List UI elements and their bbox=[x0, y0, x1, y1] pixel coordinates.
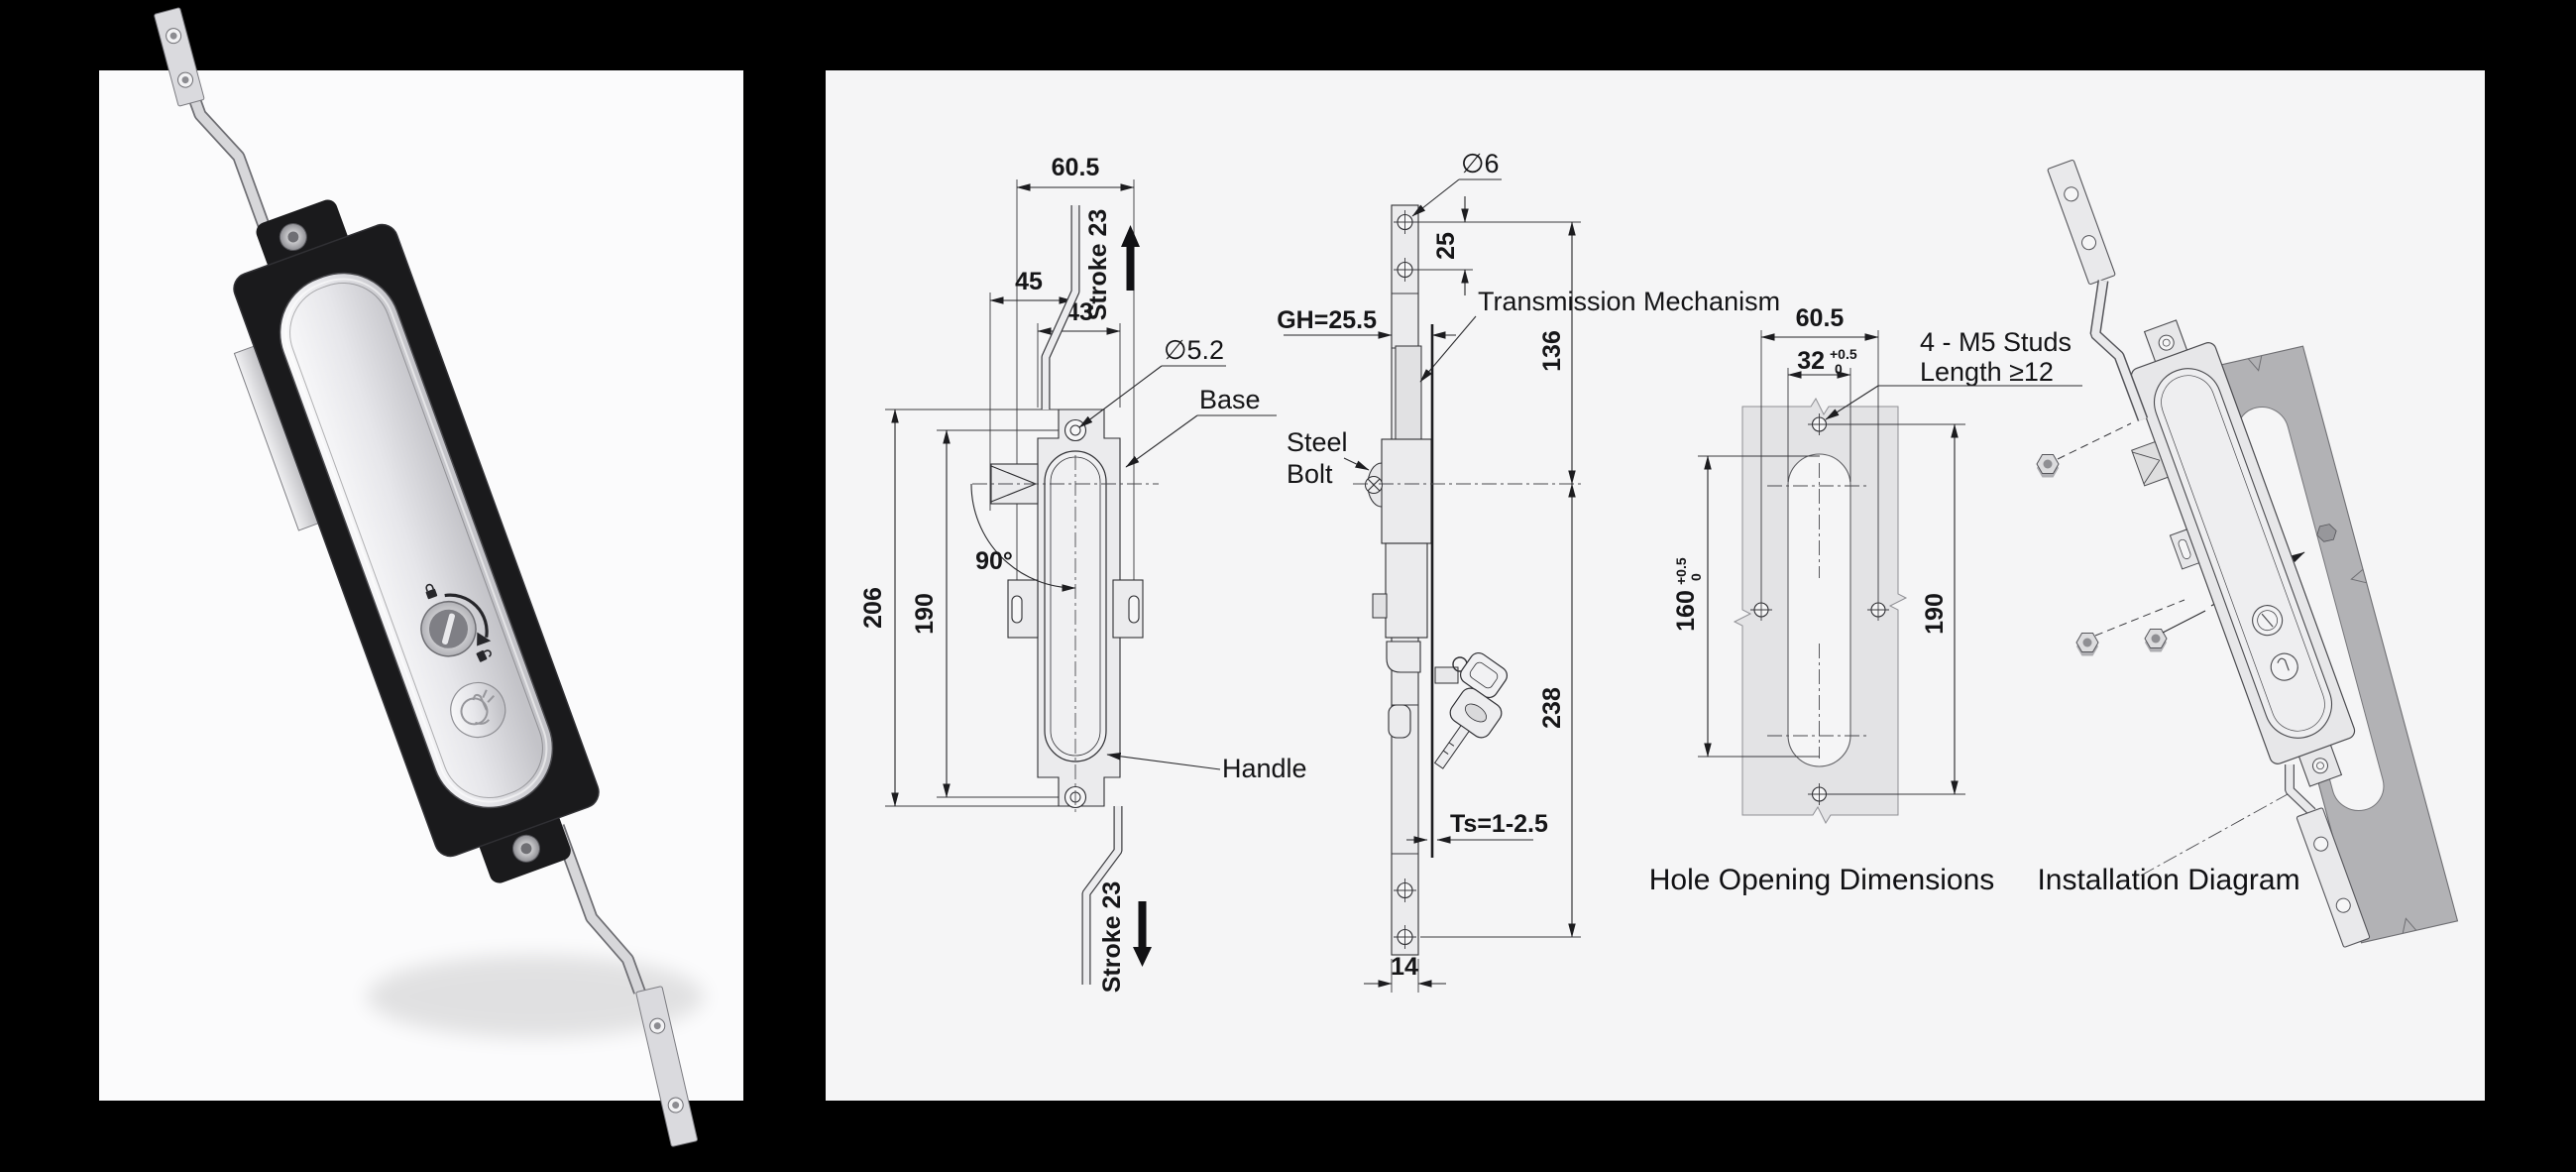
front-stroke-up-label: Stroke 23 bbox=[1084, 208, 1112, 321]
side-dim-ts: Ts=1-2.5 bbox=[1450, 810, 1548, 838]
front-dim-206: 206 bbox=[859, 587, 887, 629]
hole-dim-160-tol-plus: +0.5 bbox=[1673, 557, 1689, 585]
hole-opening-view bbox=[1649, 304, 2082, 896]
front-top-hole bbox=[1065, 420, 1086, 441]
install-caption: Installation Diagram bbox=[2037, 864, 2300, 896]
front-dim-43: 43 bbox=[1065, 298, 1093, 326]
hole-dim-190: 190 bbox=[1921, 593, 1949, 635]
hole-dim-160-group bbox=[1672, 557, 1704, 632]
hole-dim-160: 160 bbox=[1672, 590, 1700, 632]
hole-dim-32: 32 bbox=[1797, 347, 1825, 375]
front-top-rod bbox=[1046, 205, 1075, 410]
front-dim-45: 45 bbox=[1015, 268, 1043, 295]
hole-caption: Hole Opening Dimensions bbox=[1648, 864, 1995, 896]
stroke-up-arrow-icon bbox=[1121, 225, 1140, 291]
front-dim-190: 190 bbox=[911, 593, 939, 635]
side-steel-label-1: Steel bbox=[1287, 427, 1348, 457]
front-base-label: Base bbox=[1199, 385, 1261, 414]
side-steel-label-2: Bolt bbox=[1287, 459, 1333, 489]
front-dim-width: 60.5 bbox=[1051, 154, 1100, 181]
front-view bbox=[859, 154, 1307, 993]
side-dim-25: 25 bbox=[1432, 232, 1460, 260]
side-dim-238: 238 bbox=[1538, 687, 1566, 729]
stroke-down-arrow-icon bbox=[1133, 901, 1152, 967]
side-transmission-label: Transmission Mechanism bbox=[1478, 287, 1781, 316]
key-icon bbox=[1420, 649, 1511, 778]
hole-dim-32-tol-zero: 0 bbox=[1835, 361, 1843, 377]
side-rod-hole-dia-label: ∅6 bbox=[1461, 149, 1500, 178]
hole-dim-605: 60.5 bbox=[1795, 304, 1845, 332]
hole-dim-32-tol-plus: +0.5 bbox=[1830, 346, 1857, 362]
side-dim-14: 14 bbox=[1391, 953, 1418, 981]
front-stroke-down-label: Stroke 23 bbox=[1098, 880, 1126, 994]
installation-view bbox=[2037, 160, 2458, 948]
technical-drawing bbox=[826, 70, 2485, 1101]
studs-note-line2: Length ≥12 bbox=[1920, 357, 2054, 387]
side-transmission-mechanism bbox=[1396, 346, 1421, 439]
side-dim-136: 136 bbox=[1538, 330, 1566, 372]
top-rod bbox=[146, 4, 274, 268]
studs-note-line1: 4 - M5 Studs bbox=[1920, 327, 2072, 357]
front-handle-label: Handle bbox=[1222, 754, 1307, 783]
front-angle-label: 90° bbox=[975, 547, 1013, 575]
product-photo bbox=[40, 0, 793, 1172]
front-hole-dia-label: ∅5.2 bbox=[1164, 335, 1225, 365]
side-dim-gh: GH=25.5 bbox=[1277, 306, 1377, 334]
install-upper-rod bbox=[2048, 160, 2143, 419]
hole-dim-160-tol-zero: 0 bbox=[1688, 573, 1704, 581]
